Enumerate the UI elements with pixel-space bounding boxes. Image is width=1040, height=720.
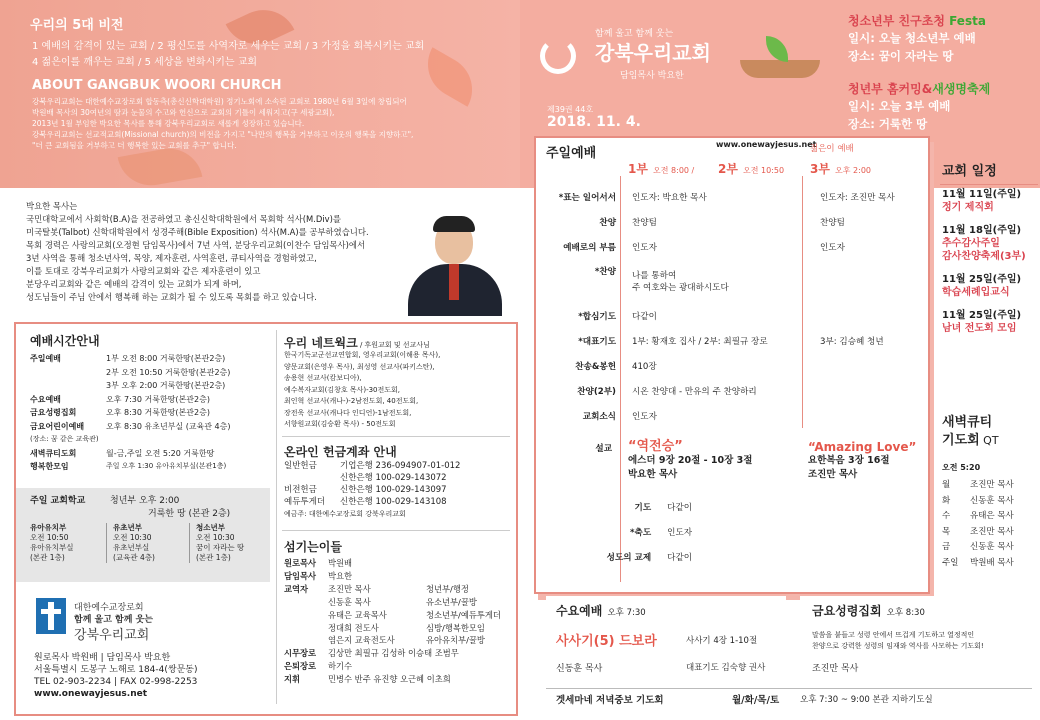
dept-name: 청소년부 <box>196 523 225 532</box>
schedule-event: 학습세례입교식 <box>942 287 1010 298</box>
order-item-young: 3부: 김승혜 청년 <box>820 336 884 347</box>
youth-event-place: 장소: 꿈이 자라는 땅 <box>848 49 954 63</box>
order-label: 찬양 <box>599 217 616 228</box>
qt-leader: 조진만 목사 <box>970 526 1014 537</box>
wednesday-header <box>556 600 646 619</box>
sermon-young-scripture: 요한복음 3장 16절 <box>808 455 890 466</box>
service-2-name: 2부 <box>718 162 738 176</box>
servant-name: 박요한 <box>328 570 353 581</box>
worship-times-list <box>30 352 270 474</box>
service-2-time: 오전 10:50 <box>743 166 785 175</box>
network-line: 송용현 선교사(캄보디아), <box>284 374 362 382</box>
footer-contact <box>34 652 197 700</box>
servant-role <box>284 634 328 647</box>
network-line: 최인혁 선교사(캐나-)-2남전도회, 40전도회, <box>284 397 419 405</box>
dept-time: 오전 10:30 <box>113 533 152 542</box>
dept-place: 꿈이 자라는 땅 <box>196 543 245 552</box>
worship-time-text: 1부 오전 8:00 거룩한땅(본관2층) <box>106 354 226 363</box>
order-item-young <box>812 378 924 403</box>
sermon-main-title: “역전승” <box>628 439 683 454</box>
qt-title-suffix: QT <box>979 434 999 447</box>
wednesday-sermon: 사사기(5) 드보라 <box>556 634 657 649</box>
order-row <box>538 353 924 378</box>
servant-duty: 심방/행복한모임 <box>426 622 485 633</box>
bulletin-date: 2018. 11. 4. <box>547 114 641 130</box>
pastor-hair <box>433 216 475 232</box>
sunday-school-youth-place: 거룩한 땅 (본관 2층) <box>148 509 231 519</box>
network-line: 양문교회(은영우 목사), 최성영 선교사(파키스탄), <box>284 362 435 371</box>
worship-time-row <box>30 393 270 407</box>
worship-times-note: (장소: 꿈 같은 교육관) <box>30 435 99 443</box>
order-row <box>538 328 924 353</box>
friday-desc-line: 찬양으로 강력한 성령의 임재와 역사를 사모하는 기도회! <box>812 642 984 650</box>
vision-line-1: 1 예배의 감격이 있는 교회 / 2 평신도를 사역자로 세우는 교회 / 3 가정을 회복시키는 교회 <box>32 41 425 52</box>
offering-row <box>284 472 460 484</box>
servant-name: 민병수 반주 유진향 오근혜 이초희 <box>328 674 451 685</box>
about-line: 박원배 목사의 30여년의 땀과 눈물의 수고와 헌신으로 교회의 기틀이 세워지고(구 세광교회), <box>32 108 335 117</box>
order-item: 다같이 <box>667 502 693 513</box>
servant-name: 하기수 <box>328 661 353 672</box>
network-header <box>284 332 430 351</box>
schedule-title: 교회 일정 <box>942 164 997 179</box>
dept-floor: (본관 1층) <box>196 553 231 562</box>
order-row <box>538 209 924 234</box>
dept-place: 유아유치부실 <box>30 543 74 552</box>
bio-line: 박요한 목사는 <box>26 201 78 211</box>
website-link[interactable]: www.onewayjesus.net <box>716 140 817 149</box>
offering-account: 기업은행 236-094907-01-012 <box>340 461 461 471</box>
gethsemane-divider <box>546 688 1032 689</box>
sermon-young <box>808 440 916 482</box>
qt-row <box>942 525 1014 541</box>
order-label: *대표기도 <box>578 336 616 347</box>
order-row <box>538 234 924 259</box>
order-item-young <box>812 403 924 428</box>
young-adult-event-title <box>848 80 990 97</box>
network-line: 예수복자교회(김창호 목사)-30전도회, <box>284 385 401 394</box>
sermon-main-scripture: 에스더 9장 20절 - 10장 3절 <box>628 455 753 466</box>
schedule-item <box>942 273 1026 299</box>
order-item-young: 인도자: 조진만 목사 <box>820 192 895 203</box>
offering-type: 예듀투게더 <box>284 497 326 507</box>
schedule-item <box>942 309 1026 335</box>
order-row <box>538 544 924 569</box>
sunday-school-youth: 청년부 오후 2:00 <box>110 496 180 506</box>
happy-label: 행복한모임 <box>30 462 69 471</box>
sermon-young-title: “Amazing Love” <box>808 440 917 454</box>
offering-row <box>284 460 460 472</box>
qt-leader: 조진만 목사 <box>970 480 1014 490</box>
qt-title <box>942 414 999 450</box>
qt-leader: 신동훈 목사 <box>970 542 1014 553</box>
worship-time-label: 주일예배 <box>30 354 61 363</box>
worship-time-text: 3부 오후 2:00 거룩한땅(본관2층) <box>106 381 226 390</box>
order-item-early: 인도자 <box>632 411 657 422</box>
happy-row <box>30 460 270 474</box>
dept-time: 오전 10:50 <box>30 533 69 542</box>
order-item-young <box>812 259 924 303</box>
offering-type: 비전헌금 <box>284 485 317 495</box>
qt-day: 화 <box>942 495 951 506</box>
friday-desc-line: 말씀을 붙들고 성령 안에서 뜨겁게 기도하고 열정적인 <box>812 631 975 639</box>
dept-time: 오전 10:30 <box>196 533 235 542</box>
servant-row <box>284 647 508 660</box>
order-label: 기도 <box>634 502 652 513</box>
order-row <box>538 259 924 303</box>
worship-time-label <box>30 379 106 393</box>
schedule-item <box>942 224 1026 263</box>
order-label: 찬양(2부) <box>577 386 616 397</box>
qt-row <box>942 494 1014 510</box>
pastor-tie <box>449 264 459 300</box>
order-of-service <box>538 184 924 428</box>
servant-row <box>284 622 508 635</box>
brand-pastor: 담임목사 박요한 <box>620 71 684 81</box>
schedule-divider <box>940 184 1038 185</box>
worship-times-title: 예배시간안내 <box>30 334 100 348</box>
servant-role: 시무장로 <box>284 648 317 659</box>
order-label: 교회소식 <box>582 411 616 422</box>
wednesday-title: 수요예배 <box>556 604 603 618</box>
footer-slogan: 함께 울고 함께 웃는 <box>74 615 153 625</box>
about-title: ABOUT GANGBUK WOORI CHURCH <box>32 78 282 93</box>
servant-row <box>284 570 508 583</box>
gethsemane-time: 오후 7:30 ~ 9:00 본관 지하기도실 <box>800 695 933 705</box>
servant-duty: 청년부/행정 <box>426 583 469 594</box>
order-item: 다같이 <box>667 552 693 563</box>
offering-row <box>284 496 460 508</box>
order-row <box>538 403 924 428</box>
order-item-early: 찬양팀 <box>632 217 657 228</box>
service-3-name: 3부 <box>810 162 830 176</box>
worship-time-row <box>30 406 270 420</box>
offering-title: 온라인 헌금계좌 안내 <box>284 445 397 459</box>
schedule-date: 11월 25일(주일) <box>942 274 1022 285</box>
young-adult-event-time: 일시: 오늘 3부 예배 <box>848 99 951 113</box>
order-label: *표는 일어서서 <box>558 192 616 203</box>
young-adult-event-place: 장소: 거룩한 땅 <box>848 117 928 131</box>
servant-name: 유태은 교육목사 <box>328 609 387 620</box>
worship-time-text: 오후 8:30 거룩한땅(본관2층) <box>106 408 210 417</box>
vision-title: 우리의 5대 비전 <box>30 18 124 33</box>
servant-role: 담임목사 <box>284 570 317 581</box>
qt-day: 주일 <box>942 557 959 568</box>
about-line: 강북우리교회는 선교적교회(Missional church)의 비전을 가지고 "나만의 행복을 거부하고 이웃의 행복을 지향하고", <box>32 130 414 139</box>
qt-row <box>942 556 1014 572</box>
servant-duty: 유아유치부/꿀방 <box>426 635 485 646</box>
footer-church-name: 강북우리교회 <box>74 628 150 643</box>
bio-line: 3년 사역을 통해 청소년사역, 목양, 제자훈련, 사역훈련, 큐티사역을 경험하였고, <box>26 253 317 263</box>
church-logo-icon <box>540 38 576 74</box>
gethsemane-days: 월/화/목/토 <box>732 695 780 706</box>
bio-line: 목회 경력은 사랑의교회(오정현 담임목사)에서 7년 사역, 분당우리교회(이찬수 담임목사)에서 <box>26 240 366 250</box>
qt-leader: 박원배 목사 <box>970 557 1014 568</box>
sermon-young-speaker: 조진만 목사 <box>808 469 858 480</box>
servant-role <box>284 622 328 635</box>
young-worship-label: 젊은이 예배 <box>810 144 854 154</box>
cross-horizontal <box>41 609 61 614</box>
qt-title-line2: 기도회 <box>942 433 980 448</box>
order-label: 성도의 교제 <box>606 552 652 563</box>
order-label: *찬양 <box>594 267 616 277</box>
sunday-school-title: 주일 교회학교 <box>30 496 86 506</box>
servant-duty: 유소년부/꿀방 <box>426 596 477 607</box>
order-row <box>538 184 924 209</box>
cross-vertical <box>48 602 54 630</box>
gethsemane-title: 겟세마네 저녁중보 기도회 <box>556 695 664 706</box>
qt-row <box>942 478 1014 494</box>
friday-speaker: 조진만 목사 <box>812 664 859 674</box>
young-adult-event-highlight: 새생명축제 <box>932 82 991 96</box>
dept-name: 유아유치부 <box>30 523 67 532</box>
section-divider <box>282 436 510 437</box>
qt-day: 수 <box>942 511 951 522</box>
servant-role: 원로목사 <box>284 558 317 568</box>
offering-account: 신한은행 100-029-143097 <box>340 485 447 495</box>
sermon-label: 설교 <box>595 444 612 454</box>
wednesday-time: 오후 7:30 <box>607 608 646 618</box>
order-item-early: 인도자 <box>632 242 657 253</box>
schedule-event: 남녀 전도회 모임 <box>942 323 1017 334</box>
qt-list <box>942 478 1014 572</box>
youth-event-time: 일시: 오늘 청소년부 예배 <box>848 31 976 45</box>
servant-name: 신동훈 목사 <box>328 596 371 607</box>
order-item: 인도자 <box>667 527 693 538</box>
qt-row <box>942 540 1014 556</box>
schedule-event: 정기 제직회 <box>942 202 994 213</box>
order-row <box>538 378 924 403</box>
worship-time-label <box>30 366 106 380</box>
servant-role <box>284 609 328 622</box>
schedule-event: 추수감사주일 감사찬양축제(3부) <box>942 238 1026 262</box>
schedule-date: 11월 11일(주일) <box>942 189 1022 200</box>
qt-time: 오전 5:20 <box>942 463 981 472</box>
offering-list <box>284 460 460 520</box>
dept-name: 유초년부 <box>113 523 142 532</box>
service-3-time: 오후 2:00 <box>835 166 872 175</box>
qt-title-line1: 새벽큐티 <box>942 415 993 430</box>
vision-line-2: 4 젊은이를 깨우는 교회 / 5 세상을 변화시키는 교회 <box>32 57 258 68</box>
young-adult-event-title-text: 청년부 홈커밍& <box>848 82 933 96</box>
servant-name: 정대희 전도사 <box>328 622 379 633</box>
service-3-header <box>810 158 871 177</box>
about-line: 2013년 1월 부임한 박요한 목사를 통해 강북우리교회로 새롭게 성장하고 있습니다. <box>32 119 305 128</box>
worship-time-row <box>30 379 270 393</box>
order-item-early: 인도자: 박요한 목사 <box>632 192 707 203</box>
brand-slogan: 함께 울고 함께 웃는 <box>595 29 674 39</box>
pastor-bio <box>26 200 416 304</box>
servant-duty: 청소년부/예듀투게더 <box>426 609 501 620</box>
bio-line: 분당우리교회와 같은 예배의 감격이 있는 교회가 되게 하며, <box>26 279 242 289</box>
about-line: "더 큰 교회됨을 거부하고 더 행복한 있는 교회를 추구" 합니다. <box>32 141 237 150</box>
servant-row <box>284 583 508 596</box>
dawn-row <box>30 447 270 461</box>
order-of-service-closing <box>538 494 924 569</box>
offering-row <box>284 484 460 496</box>
qt-day: 목 <box>942 526 951 537</box>
dawn-text: 월-금,주일 오전 5:20 거룩한땅 <box>106 448 215 458</box>
servant-row <box>284 596 508 609</box>
plant-pot-icon <box>740 60 820 78</box>
dept-list <box>30 523 272 563</box>
order-label: 예배로의 부름 <box>563 242 616 253</box>
about-text <box>32 96 502 151</box>
order-item-young: 인도자 <box>820 242 845 253</box>
order-item-young: 찬양팀 <box>820 217 845 228</box>
happy-text: 주일 오후 1:30 유아유치부실(본관1층) <box>106 462 227 470</box>
order-item-early: 시온 찬양대 - 만유의 주 찬양하리 <box>632 386 757 397</box>
order-label: *합심기도 <box>578 311 616 322</box>
order-row <box>538 519 924 544</box>
offering-type <box>284 472 340 484</box>
servant-role: 지휘 <box>284 674 301 685</box>
servant-role <box>284 596 328 609</box>
dept-floor: (교육관 4층) <box>113 553 155 562</box>
service-1-header <box>628 158 694 177</box>
network-line: 한국기독교군선교연합회, 영우리교회(이해용 목사), <box>284 351 441 359</box>
dept-card <box>30 523 107 563</box>
dept-place: 유초년부실 <box>113 543 150 552</box>
network-title: 우리 네트웍크 <box>284 336 358 350</box>
servant-name: 염은지 교육전도사 <box>328 635 395 646</box>
youth-event-title-text: 청소년부 친구초청 <box>848 14 950 28</box>
footer-website[interactable]: www.onewayjesus.net <box>34 689 148 699</box>
dawn-label: 새벽큐티도회 <box>30 448 77 458</box>
network-line: 장전욱 선교사(캐나다 인디언)-1남전도회, <box>284 408 412 417</box>
worship-time-text: 오후 7:30 거룩한땅(본관2층) <box>106 394 210 404</box>
qt-day: 금 <box>942 542 951 553</box>
worship-time-label: 금요성령집회 <box>30 408 77 417</box>
worship-time-text: 2부 오전 10:50 거룩한땅(본관2층) <box>106 367 231 377</box>
issue-number: 제39권 44호 <box>547 105 594 114</box>
dept-card <box>196 523 272 563</box>
offering-holder: 예금주: 대한예수교장로회 강북우리교회 <box>284 510 406 518</box>
wednesday-speaker: 신동훈 목사 <box>556 664 603 674</box>
servant-row <box>284 660 508 673</box>
wednesday-prayer: 대표기도 김숙향 권사 <box>686 663 766 673</box>
friday-title: 금요성령집회 <box>812 604 882 618</box>
footer-pastors: 원로목사 박원배 | 담임목사 박요한 <box>34 653 171 663</box>
order-item-early: 나를 통하여 주 여호와는 광대하시도다 <box>632 271 729 293</box>
servant-name: 박원배 <box>328 558 353 568</box>
offering-type: 일반헌금 <box>284 461 317 471</box>
qt-leader: 유태은 목사 <box>970 511 1014 522</box>
service-1-name: 1부 <box>628 162 648 176</box>
offering-account: 신한은행 100-029-143108 <box>340 497 447 507</box>
panel-divider <box>276 330 277 704</box>
youth-event-festa: Festa <box>949 14 986 28</box>
service-1-time: 오전 8:00 / <box>653 166 695 175</box>
order-label: 찬송&봉헌 <box>575 361 616 372</box>
service-2-header <box>718 158 784 177</box>
servant-role: 은퇴장로 <box>284 661 317 672</box>
worship-time-row <box>30 420 270 434</box>
servant-name: 김상만 최필규 김성하 이승태 조범무 <box>328 648 459 659</box>
schedule-date: 11월 18일(주일) <box>942 225 1022 236</box>
order-row <box>538 494 924 519</box>
servants-title: 섬기는이들 <box>284 540 342 554</box>
footer-phone: TEL 02-903-2234 | FAX 02-998-2253 <box>34 677 198 687</box>
qt-row <box>942 509 1014 525</box>
brand-name: 강북우리교회 <box>595 41 711 65</box>
worship-time-label: 수요예배 <box>30 394 61 404</box>
wednesday-scripture: 사사기 4장 1-10절 <box>686 636 758 646</box>
dept-floor: (본관 1층) <box>30 553 65 562</box>
order-label: *축도 <box>630 527 652 538</box>
network-list <box>284 350 510 431</box>
youth-event-title <box>848 12 986 29</box>
sermon-main <box>628 440 752 482</box>
order-row <box>538 303 924 328</box>
worship-time-text: 오후 8:30 유초년부실 (교육관 4층) <box>106 421 231 431</box>
servant-row <box>284 634 508 647</box>
order-item-young <box>812 353 924 378</box>
schedule-date: 11월 25일(주일) <box>942 310 1022 321</box>
worship-time-row <box>30 352 270 366</box>
order-item-young <box>812 303 924 328</box>
worship-time-row <box>30 366 270 380</box>
bio-line: 이를 토대로 강북우리교회가 사랑의교회와 같은 제자훈련이 있고 <box>26 266 261 276</box>
network-subtitle: / 후원교회 및 선교사님 <box>357 341 430 349</box>
qt-day: 월 <box>942 480 951 490</box>
bio-line: 국민대학교에서 사회학(B.A)을 전공하였고 총신신학대학원에서 목회학 석사(M.Div)를 <box>26 214 341 224</box>
servant-name: 조진만 목사 <box>328 583 371 594</box>
sermon-main-speaker: 박요한 목사 <box>628 469 678 480</box>
offering-account: 신한은행 100-029-143072 <box>340 473 447 483</box>
section-divider <box>282 530 510 531</box>
servant-row <box>284 609 508 622</box>
bio-line: 미국탈봇(Talbot) 신학대학원에서 성경주해(Bible Exposition) 석사(M.A)를 공부하였습니다. <box>26 227 369 237</box>
order-item-early: 다같이 <box>632 311 657 322</box>
schedule-item <box>942 188 1026 214</box>
qt-leader: 신동훈 목사 <box>970 495 1014 506</box>
friday-description <box>812 630 1030 652</box>
network-line: 서향원교회(김승환 목사) - 50전도회 <box>284 420 396 428</box>
dept-card <box>113 523 190 563</box>
servants-list <box>284 557 508 686</box>
footer-address: 서울특별시 도봉구 노해로 184-4(쌍문동) <box>34 665 198 675</box>
servant-row <box>284 673 508 686</box>
servant-role: 교역자 <box>284 583 309 594</box>
friday-time: 오후 8:30 <box>886 608 925 618</box>
schedule-list <box>942 188 1026 335</box>
church-cross-logo-icon <box>36 598 66 634</box>
footer-denomination: 대한예수교장로회 <box>74 603 144 613</box>
sunday-worship-title: 주일예배 <box>546 146 597 161</box>
pastor-photo <box>400 212 510 316</box>
bio-line: 성도님들이 주님 안에서 행복해 하는 교회가 될 수 있도록 목회를 하고 있습니다. <box>26 292 317 302</box>
about-line: 강북우리교회는 대한예수교장로회 합동측(총신신학대학원) 정기노회에 소속된 교회로 1980년 6월 3일에 창립되어 <box>32 97 407 106</box>
order-item-early: 1부: 황재호 집사 / 2부: 최필규 장로 <box>632 336 768 347</box>
order-item-early: 410장 <box>632 361 657 372</box>
worship-time-label: 금요어린이예배 <box>30 421 85 431</box>
friday-header <box>812 600 925 619</box>
servant-row <box>284 557 508 570</box>
